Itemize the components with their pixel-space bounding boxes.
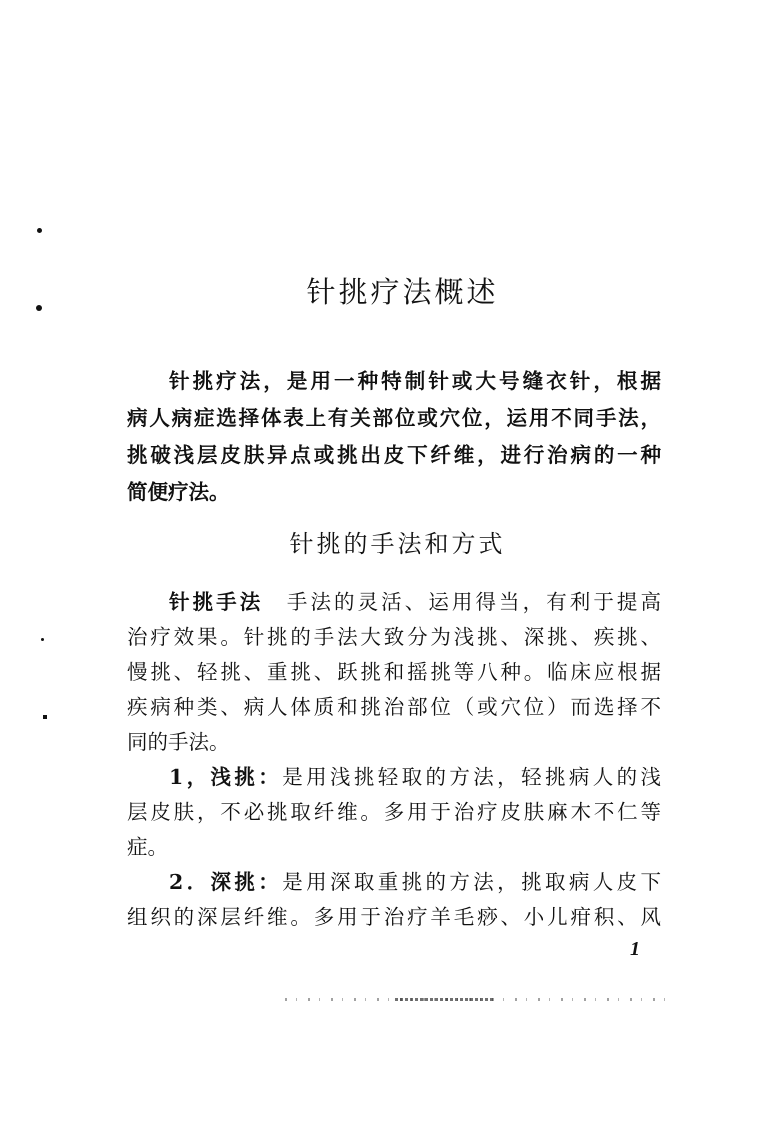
paragraph-line: 治疗效果。针挑的手法大致分为浅挑、深挑、疾挑、 xyxy=(127,625,661,649)
section-heading: 针挑的手法和方式 xyxy=(289,530,506,558)
item-text: 是用深取重挑的方法，挑取病人皮下 xyxy=(282,870,662,894)
scan-noise-line xyxy=(395,998,495,1001)
scan-speck xyxy=(43,715,47,719)
scan-speck xyxy=(37,228,42,233)
item-lead: 2．深挑： xyxy=(169,870,283,894)
term-lead: 针挑手法 xyxy=(169,590,264,614)
item-line: 症。 xyxy=(127,835,168,859)
paragraph-line: 同的手法。 xyxy=(127,730,230,754)
scan-speck xyxy=(41,638,44,641)
item-line: 层皮肤，不必挑取纤维。多用于治疗皮肤麻木不仁等 xyxy=(127,800,661,824)
item-lead: 1，浅挑： xyxy=(169,765,283,789)
intro-line: 针挑疗法，是用一种特制针或大号缝衣针，根据 xyxy=(169,369,661,393)
item-first-line xyxy=(127,865,661,900)
paragraph-line: 疾病种类、病人体质和挑治部位（或穴位）而选择不 xyxy=(127,695,661,719)
page-number: 1 xyxy=(630,938,640,960)
intro-line: 挑破浅层皮肤异点或挑出皮下纤维，进行治病的一种 xyxy=(127,443,661,467)
intro-line: 简便疗法。 xyxy=(127,480,230,504)
paragraph-text: 手法的灵活、运用得当，有利于提高 xyxy=(263,590,662,614)
intro-line: 病人病症选择体表上有关部位或穴位，运用不同手法， xyxy=(127,406,661,430)
paragraph-first-line xyxy=(127,585,661,620)
item-text: 是用浅挑轻取的方法，轻挑病人的浅 xyxy=(282,765,662,789)
item-line: 组织的深层纤维。多用于治疗羊毛痧、小儿疳积、风 xyxy=(127,905,661,929)
methods-section xyxy=(127,585,661,935)
item-first-line xyxy=(127,760,661,795)
paragraph-line: 慢挑、轻挑、重挑、跃挑和摇挑等八种。临床应根据 xyxy=(127,660,661,684)
intro-paragraph xyxy=(127,363,661,511)
page-title: 针挑疗法概述 xyxy=(306,275,499,309)
